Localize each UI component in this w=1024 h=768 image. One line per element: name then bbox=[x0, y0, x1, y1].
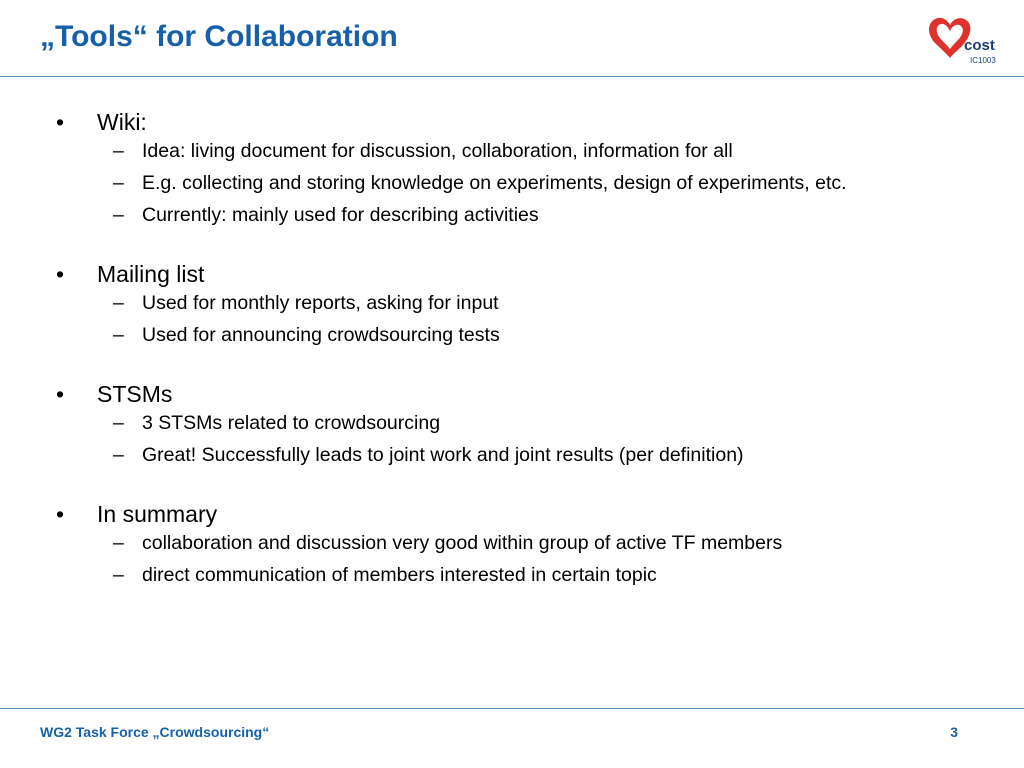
sub-item-text: Used for monthly reports, asking for input bbox=[142, 292, 499, 314]
sub-list-item bbox=[113, 562, 986, 588]
section-mailing-list bbox=[56, 258, 986, 348]
dash-icon: – bbox=[113, 324, 124, 346]
bullet-heading: STSMs bbox=[97, 381, 173, 407]
dash-icon: – bbox=[113, 532, 124, 554]
slide-content bbox=[56, 106, 986, 618]
bullet-heading: In summary bbox=[97, 501, 218, 527]
sub-list-item bbox=[113, 442, 986, 468]
sub-item-text: Great! Successfully leads to joint work and joint results (per definition) bbox=[142, 444, 744, 466]
bullet-dot-icon: • bbox=[56, 501, 65, 527]
dash-icon: – bbox=[113, 172, 124, 194]
dash-icon: – bbox=[113, 204, 124, 226]
sub-list-item bbox=[113, 202, 986, 228]
sub-list-item bbox=[113, 410, 986, 436]
sub-list bbox=[56, 530, 986, 588]
slide-title: „Tools“ for Collaboration bbox=[40, 20, 398, 53]
sub-list-item bbox=[113, 530, 986, 556]
sub-list-item bbox=[113, 322, 986, 348]
sub-item-text: E.g. collecting and storing knowledge on experiments, design of experiments, etc. bbox=[142, 172, 847, 194]
bullet-item bbox=[56, 258, 986, 290]
sub-list-item bbox=[113, 170, 986, 196]
sub-list bbox=[56, 138, 986, 228]
dash-icon: – bbox=[113, 564, 124, 586]
footer-text: WG2 Task Force „Crowdsourcing“ bbox=[40, 724, 270, 740]
dash-icon: – bbox=[113, 412, 124, 434]
header-divider bbox=[0, 76, 1024, 77]
sub-item-text: Used for announcing crowdsourcing tests bbox=[142, 324, 500, 346]
sub-list bbox=[56, 410, 986, 468]
bullet-dot-icon: • bbox=[56, 109, 65, 135]
sub-item-text: collaboration and discussion very good within group of active TF members bbox=[142, 532, 783, 554]
sub-list-item bbox=[113, 138, 986, 164]
sub-list bbox=[56, 290, 986, 348]
sub-item-text: Currently: mainly used for describing activities bbox=[142, 204, 539, 226]
bullet-heading: Mailing list bbox=[97, 261, 205, 287]
sub-item-text: Idea: living document for discussion, collaboration, information for all bbox=[142, 140, 733, 162]
bullet-item bbox=[56, 378, 986, 410]
cost-logo bbox=[920, 8, 1010, 70]
sub-item-text: 3 STSMs related to crowdsourcing bbox=[142, 412, 441, 434]
section-in-summary bbox=[56, 498, 986, 588]
bullet-heading: Wiki: bbox=[97, 109, 147, 135]
bullet-item bbox=[56, 498, 986, 530]
dash-icon: – bbox=[113, 140, 124, 162]
dash-icon: – bbox=[113, 292, 124, 314]
bullet-dot-icon: • bbox=[56, 261, 65, 287]
dash-icon: – bbox=[113, 444, 124, 466]
logo-cost-text: cost bbox=[964, 37, 995, 54]
footer-divider bbox=[0, 708, 1024, 709]
page-number: 3 bbox=[950, 724, 958, 740]
bullet-item bbox=[56, 106, 986, 138]
logo-ic-text: IC1003 bbox=[970, 56, 996, 65]
section-stsms bbox=[56, 378, 986, 468]
section-wiki bbox=[56, 106, 986, 228]
sub-list-item bbox=[113, 290, 986, 316]
sub-item-text: direct communication of members interested in certain topic bbox=[142, 564, 657, 586]
bullet-dot-icon: • bbox=[56, 381, 65, 407]
